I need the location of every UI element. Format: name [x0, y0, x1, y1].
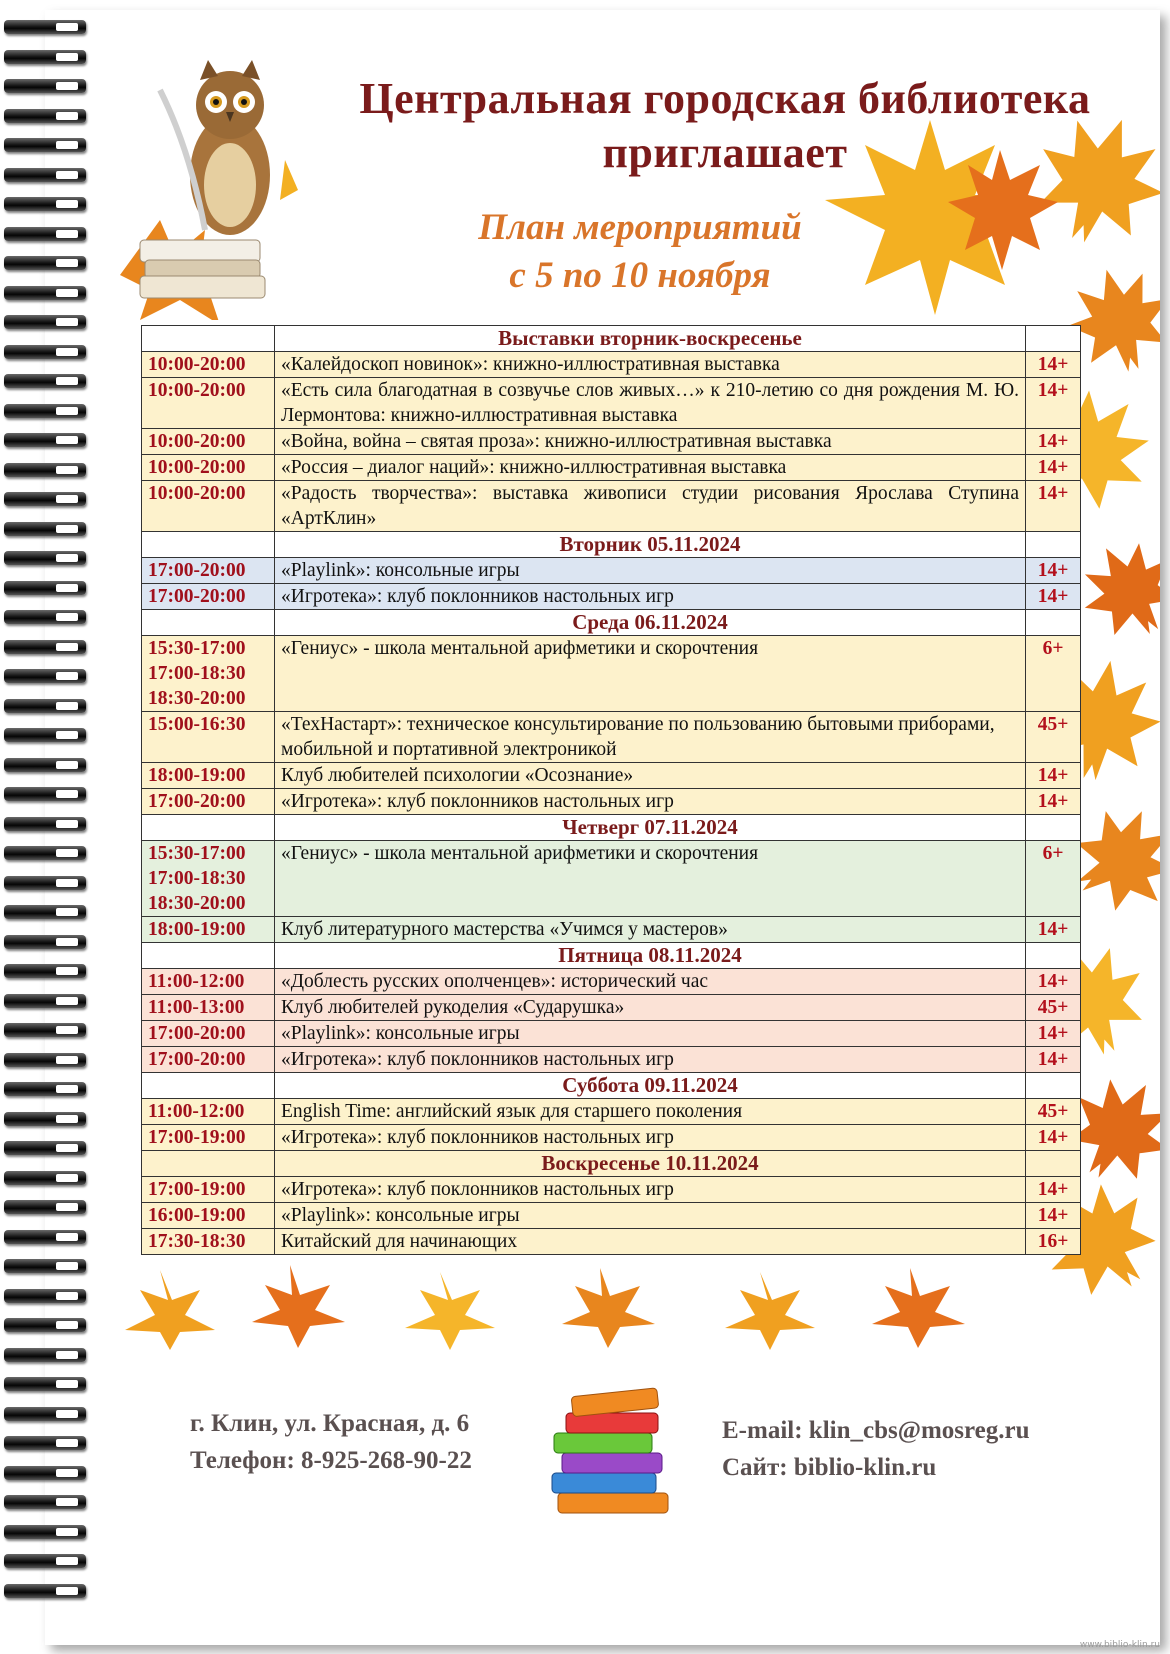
event-time: 17:00-20:00	[142, 584, 275, 610]
section-header-row	[142, 610, 1081, 636]
spiral-ring	[4, 787, 86, 801]
event-time: 17:00-19:00	[142, 1177, 275, 1203]
phone-text: Телефон: 8-925-268-90-22	[190, 1447, 472, 1474]
event-title: «Калейдоскоп новинок»: книжно-иллюстративная выставка	[275, 352, 1026, 378]
event-time: 17:00-20:00	[142, 789, 275, 815]
age-rating: 45+	[1026, 712, 1081, 763]
section-header-friday: Пятница 08.11.2024	[275, 943, 1026, 969]
spiral-ring	[4, 728, 86, 742]
table-row	[142, 584, 1081, 610]
table-row	[142, 558, 1081, 584]
title-line-2: приглашает	[602, 128, 848, 177]
spiral-ring	[4, 1053, 86, 1067]
age-rating: 14+	[1026, 429, 1081, 455]
age-rating: 14+	[1026, 969, 1081, 995]
section-header-row	[142, 815, 1081, 841]
section-header-row	[142, 532, 1081, 558]
event-title: Клуб любителей психологии «Осознание»	[275, 763, 1026, 789]
table-row	[142, 917, 1081, 943]
spiral-ring	[4, 876, 86, 890]
table-row	[142, 1203, 1081, 1229]
event-time: 18:00-19:00	[142, 763, 275, 789]
spiral-ring	[4, 699, 86, 713]
spiral-ring	[4, 551, 86, 565]
subtitle-line-2: с 5 по 10 ноября	[509, 255, 771, 296]
event-time: 17:00-19:00	[142, 1125, 275, 1151]
event-title: «Игротека»: клуб поклонников настольных игр	[275, 1177, 1026, 1203]
spiral-ring	[4, 522, 86, 536]
spiral-ring	[4, 433, 86, 447]
event-title: «Playlink»: консольные игры	[275, 1021, 1026, 1047]
spiral-ring	[4, 935, 86, 949]
schedule-table	[141, 325, 1081, 1255]
spiral-ring	[4, 1289, 86, 1303]
spiral-ring	[4, 345, 86, 359]
age-rating: 14+	[1026, 352, 1081, 378]
spiral-ring	[4, 197, 86, 211]
event-time: 10:00-20:00	[142, 455, 275, 481]
table-row	[142, 1125, 1081, 1151]
event-title: Китайский для начинающих	[275, 1229, 1026, 1255]
event-title: «Игротека»: клуб поклонников настольных игр	[275, 584, 1026, 610]
table-row	[142, 763, 1081, 789]
event-time: 17:00-20:00	[142, 1047, 275, 1073]
event-time	[142, 841, 275, 917]
spiral-ring	[4, 168, 86, 182]
event-time: 11:00-12:00	[142, 969, 275, 995]
event-time-slot: 15:30-17:00	[148, 638, 246, 659]
table-row	[142, 1099, 1081, 1125]
spiral-ring	[4, 492, 86, 506]
event-time: 16:00-19:00	[142, 1203, 275, 1229]
section-header-sunday: Воскресенье 10.11.2024	[275, 1151, 1026, 1177]
section-header-wednesday: Среда 06.11.2024	[275, 610, 1026, 636]
spiral-ring	[4, 610, 86, 624]
title-line-1: Центральная городская библиотека	[359, 74, 1091, 123]
age-rating: 14+	[1026, 584, 1081, 610]
event-title: Клуб любителей рукоделия «Сударушка»	[275, 995, 1026, 1021]
spiral-ring	[4, 1525, 86, 1539]
table-row	[142, 378, 1081, 429]
age-rating: 14+	[1026, 763, 1081, 789]
spiral-ring	[4, 964, 86, 978]
event-time: 10:00-20:00	[142, 429, 275, 455]
spiral-ring	[4, 286, 86, 300]
event-title: English Time: английский язык для старшего поколения	[275, 1099, 1026, 1125]
spiral-ring	[4, 640, 86, 654]
book-stack-illustration	[548, 1385, 678, 1520]
site-text: Сайт: biblio-klin.ru	[722, 1454, 937, 1481]
table-row	[142, 1047, 1081, 1073]
spiral-ring	[4, 1554, 86, 1568]
event-title: «Игротека»: клуб поклонников настольных игр	[275, 1125, 1026, 1151]
age-rating: 14+	[1026, 481, 1081, 532]
spiral-ring	[4, 1377, 86, 1391]
event-time: 11:00-13:00	[142, 995, 275, 1021]
event-title: «Playlink»: консольные игры	[275, 558, 1026, 584]
spiral-ring	[4, 905, 86, 919]
event-title: «Игротека»: клуб поклонников настольных игр	[275, 1047, 1026, 1073]
table-row	[142, 352, 1081, 378]
table-row	[142, 789, 1081, 815]
event-title: «Россия – диалог наций»: книжно-иллюстративная выставка	[275, 455, 1026, 481]
age-rating: 14+	[1026, 917, 1081, 943]
age-rating: 6+	[1026, 841, 1081, 917]
spiral-ring	[4, 1348, 86, 1362]
event-title: «Есть сила благодатная в созвучье слов живых…» к 210-летию со дня рождения М. Ю. Лермонтова: книжно-иллюстративная выставка	[275, 378, 1026, 429]
watermark: www.biblio-klin.ru	[1079, 1640, 1160, 1650]
event-title: «Война, война – святая проза»: книжно-иллюстративная выставка	[275, 429, 1026, 455]
event-title: «Доблесть русских ополченцев»: исторический час	[275, 969, 1026, 995]
spiral-ring	[4, 138, 86, 152]
event-time: 10:00-20:00	[142, 378, 275, 429]
age-rating: 14+	[1026, 1203, 1081, 1229]
event-time: 10:00-20:00	[142, 352, 275, 378]
subtitle-line-1: План мероприятий	[478, 207, 802, 248]
event-time: 17:00-20:00	[142, 558, 275, 584]
table-row	[142, 1021, 1081, 1047]
page-title	[290, 72, 1160, 180]
spiral-binding	[0, 20, 90, 1640]
spiral-ring	[4, 1200, 86, 1214]
event-time-slot: 17:00-18:30	[148, 868, 246, 889]
section-header-saturday: Суббота 09.11.2024	[275, 1073, 1026, 1099]
email-text: E-mail: klin_cbs@mosreg.ru	[722, 1417, 1030, 1444]
event-title: «Гениус» - школа ментальной арифметики и скорочтения	[275, 841, 1026, 917]
event-title: «Гениус» - школа ментальной арифметики и скорочтения	[275, 636, 1026, 712]
age-rating: 14+	[1026, 1177, 1081, 1203]
spiral-ring	[4, 1112, 86, 1126]
section-header-thursday: Четверг 07.11.2024	[275, 815, 1026, 841]
section-header-row	[142, 943, 1081, 969]
event-time: 10:00-20:00	[142, 481, 275, 532]
event-time: 17:00-20:00	[142, 1021, 275, 1047]
spiral-ring	[4, 1259, 86, 1273]
event-time-slot: 15:30-17:00	[148, 843, 246, 864]
spiral-ring	[4, 227, 86, 241]
spiral-ring	[4, 109, 86, 123]
event-title: «Радость творчества»: выставка живописи студии рисования Ярослава Ступина «АртКлин»	[275, 481, 1026, 532]
spiral-ring	[4, 1584, 86, 1598]
contact-address-block	[190, 1405, 472, 1479]
spiral-ring	[4, 1171, 86, 1185]
spiral-ring	[4, 758, 86, 772]
table-row	[142, 1177, 1081, 1203]
section-header-exhibitions: Выставки вторник-воскресенье	[275, 326, 1026, 352]
table-row	[142, 636, 1081, 712]
table-row	[142, 455, 1081, 481]
section-header-row	[142, 1073, 1081, 1099]
event-time-slot: 17:00-18:30	[148, 663, 246, 684]
table-row	[142, 429, 1081, 455]
event-time-slot: 18:30-20:00	[148, 893, 246, 914]
maple-leaves-bottom-decoration	[120, 1260, 980, 1350]
event-title: «Игротека»: клуб поклонников настольных игр	[275, 789, 1026, 815]
spiral-ring	[4, 256, 86, 270]
event-time	[142, 636, 275, 712]
owl-on-books-illustration	[100, 50, 310, 320]
spiral-ring	[4, 1318, 86, 1332]
contact-online-block	[722, 1412, 1030, 1486]
event-time: 15:00-16:30	[142, 712, 275, 763]
event-title: «ТехНастарт»: техническое консультирование по пользованию бытовыми приборами, мобильной и портативной электроникой	[275, 712, 1026, 763]
spiral-ring	[4, 1466, 86, 1480]
spiral-ring	[4, 1436, 86, 1450]
spiral-ring	[4, 463, 86, 477]
event-time: 11:00-12:00	[142, 1099, 275, 1125]
spiral-ring	[4, 1230, 86, 1244]
section-header-tuesday: Вторник 05.11.2024	[275, 532, 1026, 558]
table-row	[142, 481, 1081, 532]
spiral-ring	[4, 20, 86, 34]
section-header-row	[142, 326, 1081, 352]
age-rating: 14+	[1026, 558, 1081, 584]
spiral-ring	[4, 1495, 86, 1509]
age-rating: 14+	[1026, 1047, 1081, 1073]
age-rating: 14+	[1026, 1021, 1081, 1047]
table-row	[142, 1229, 1081, 1255]
event-title: Клуб литературного мастерства «Учимся у мастеров»	[275, 917, 1026, 943]
age-rating: 45+	[1026, 995, 1081, 1021]
age-rating: 14+	[1026, 1125, 1081, 1151]
spiral-ring	[4, 1407, 86, 1421]
spiral-ring	[4, 50, 86, 64]
table-row	[142, 712, 1081, 763]
table-row	[142, 841, 1081, 917]
spiral-ring	[4, 581, 86, 595]
spiral-ring	[4, 669, 86, 683]
age-rating: 14+	[1026, 789, 1081, 815]
age-rating: 14+	[1026, 378, 1081, 429]
spiral-ring	[4, 1141, 86, 1155]
spiral-ring	[4, 315, 86, 329]
page-subtitle	[380, 204, 900, 300]
table-row	[142, 995, 1081, 1021]
age-rating: 16+	[1026, 1229, 1081, 1255]
spiral-ring	[4, 404, 86, 418]
spiral-ring	[4, 994, 86, 1008]
spiral-ring	[4, 374, 86, 388]
event-time-slot: 18:30-20:00	[148, 688, 246, 709]
table-row	[142, 969, 1081, 995]
spiral-ring	[4, 846, 86, 860]
age-rating: 6+	[1026, 636, 1081, 712]
spiral-ring	[4, 1082, 86, 1096]
age-rating: 14+	[1026, 455, 1081, 481]
section-header-row	[142, 1151, 1081, 1177]
spiral-ring	[4, 79, 86, 93]
address-text: г. Клин, ул. Красная, д. 6	[190, 1410, 470, 1437]
spiral-ring	[4, 817, 86, 831]
event-time: 18:00-19:00	[142, 917, 275, 943]
spiral-ring	[4, 1023, 86, 1037]
age-rating: 45+	[1026, 1099, 1081, 1125]
event-time: 17:30-18:30	[142, 1229, 275, 1255]
event-title: «Playlink»: консольные игры	[275, 1203, 1026, 1229]
